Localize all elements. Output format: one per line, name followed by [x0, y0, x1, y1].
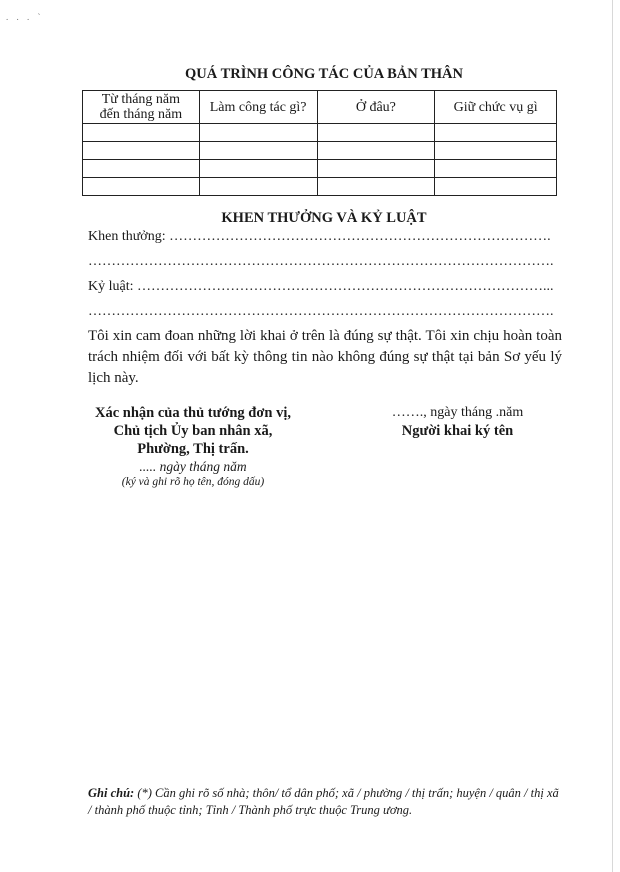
table-row: [83, 160, 557, 178]
work-history-title: QUÁ TRÌNH CÔNG TÁC CỦA BẢN THÂN: [185, 66, 463, 82]
footnote: [88, 785, 562, 819]
header-position: Giữ chức vụ gì: [435, 91, 557, 124]
certifier-date: ..... ngày tháng năm: [139, 459, 247, 474]
work-history-table: [82, 90, 557, 196]
rewards-title: KHEN THƯỞNG VÀ KỶ LUẬT: [221, 210, 427, 226]
scan-specks: . . . `: [6, 12, 44, 22]
certification-block: [88, 404, 298, 489]
header-period: Từ tháng năm đến tháng năm: [83, 91, 200, 124]
header-job: Làm công tác gì?: [199, 91, 317, 124]
discipline-continuation: ……………………………………………………………………………………….: [88, 304, 554, 319]
discipline-field: Kỷ luật: ……………………………………………………………………………...: [88, 279, 554, 294]
declarant-block: [355, 404, 560, 440]
reward-field: Khen thưởng: ……………………………………………………………………….: [88, 229, 551, 244]
certifier-hint: (ký và ghi rõ họ tên, đóng dấu): [121, 476, 265, 488]
table-row: [83, 124, 557, 142]
header-place: Ở đâu?: [317, 91, 435, 124]
declarant-label: Người khai ký tên: [401, 423, 514, 439]
certifier-title-3: Phường, Thị trấn.: [137, 441, 249, 457]
page-edge-line: [612, 0, 613, 872]
declarant-date: ……., ngày tháng .năm: [391, 405, 524, 420]
footnote-label: Ghi chú:: [88, 786, 135, 800]
reward-continuation: ……………………………………………………………………………………….: [88, 254, 554, 269]
table-row: [83, 142, 557, 160]
certifier-title-2: Chủ tịch Ủy ban nhân xã,: [113, 423, 273, 439]
table-row: [83, 178, 557, 196]
certifier-title-1: Xác nhận của thủ tướng đơn vị,: [95, 405, 291, 421]
footnote-text: (*) Cần ghi rõ số nhà; thôn/ tổ dân phố; xã / phường / thị trấn; huyện / quân / thị xã / thành phố thuộc tỉnh; Tỉnh / Thành phố trực thuộc Trung ương.: [88, 786, 559, 817]
declaration-paragraph: Tôi xin cam đoan những lời khai ở trên là đúng sự thật. Tôi xin chịu hoàn toàn trách nhiệm đối với bất kỳ thông tin nào không đúng sự thật tại bản Sơ yếu lý lịch này.: [88, 328, 562, 386]
table-header-row: [83, 91, 557, 124]
